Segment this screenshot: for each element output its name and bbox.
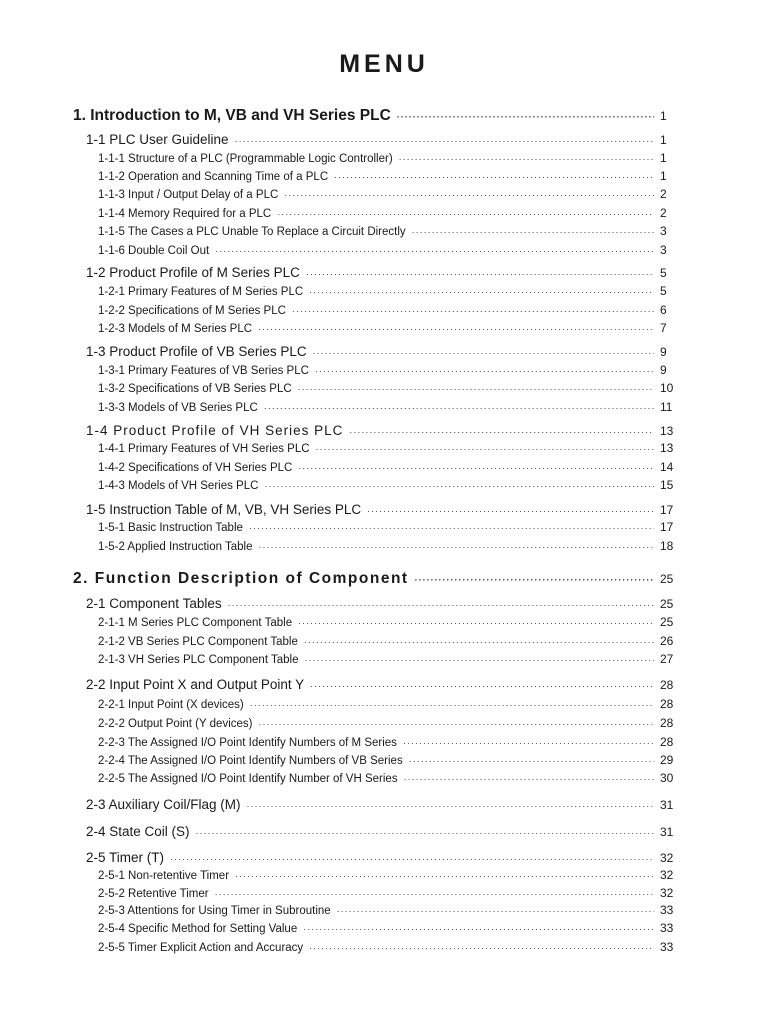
toc-page-number: 26	[660, 634, 674, 648]
toc-subsection-2-4[interactable]	[86, 824, 686, 839]
toc-entry-label: 1-1-5 The Cases a PLC Unable To Replace a Circuit Directly	[98, 226, 406, 238]
toc-item-1-3-3[interactable]	[98, 400, 686, 414]
toc-subsection-1-5[interactable]	[86, 502, 686, 517]
toc-item-1-5-2[interactable]	[98, 539, 686, 553]
toc-page-number: 32	[660, 851, 674, 865]
toc-entry-label: 1-4-3 Models of VH Series PLC	[98, 480, 259, 492]
leader-dots	[306, 269, 654, 279]
toc-page-number: 25	[660, 572, 674, 586]
toc-item-1-1-6[interactable]	[98, 243, 686, 257]
leader-dots	[412, 227, 654, 237]
leader-dots	[298, 618, 654, 628]
toc-entry-label: 2-2-1 Input Point (X devices)	[98, 699, 244, 711]
toc-page-number: 9	[660, 345, 667, 359]
leader-dots	[310, 681, 654, 691]
toc-item-1-1-4[interactable]	[98, 206, 686, 220]
toc-item-2-5-1[interactable]	[98, 868, 686, 882]
toc-page-number: 1	[660, 133, 667, 147]
toc-page-number: 28	[660, 678, 674, 692]
toc-entry-label: 2-1-3 VH Series PLC Component Table	[98, 654, 299, 666]
leader-dots	[309, 943, 654, 953]
leader-dots	[228, 600, 654, 610]
leader-dots	[250, 700, 654, 710]
toc-page-number: 11	[660, 400, 673, 414]
leader-dots	[170, 854, 654, 864]
toc-entry-label: 2-2-4 The Assigned I/O Point Identify Numbers of VB Series	[98, 755, 403, 767]
toc-page-number: 5	[660, 266, 667, 280]
toc-section-2[interactable]	[73, 570, 686, 588]
toc-item-1-4-1[interactable]	[98, 441, 686, 455]
leader-dots	[258, 324, 654, 334]
toc-entry-label: 1-3 Product Profile of VB Series PLC	[86, 344, 307, 359]
toc-page-number: 9	[660, 363, 667, 377]
toc-subsection-2-2[interactable]	[86, 677, 686, 692]
leader-dots	[259, 542, 655, 552]
toc-page-number: 33	[660, 903, 674, 917]
leader-dots	[309, 287, 654, 297]
leader-dots	[284, 190, 654, 200]
toc-entry-label: 1-1 PLC User Guideline	[86, 132, 229, 147]
leader-dots	[215, 889, 654, 899]
toc-entry-label: 2-1 Component Tables	[86, 596, 222, 611]
toc-page-number: 13	[660, 424, 674, 438]
toc-entry-label: 2. Function Description of Component	[73, 570, 409, 587]
toc-item-2-5-4[interactable]	[98, 921, 686, 935]
toc-item-2-1-1[interactable]	[98, 615, 686, 629]
toc-entry-label: 1-5 Instruction Table of M, VB, VH Series PLC	[86, 502, 362, 517]
leader-dots	[235, 136, 654, 146]
toc-page-number: 25	[660, 615, 674, 629]
toc-page-number: 2	[660, 206, 667, 220]
toc-page-number: 1	[660, 169, 667, 183]
toc-entry-label: 1-1-2 Operation and Scanning Time of a PLC	[98, 171, 329, 183]
leader-dots	[313, 348, 654, 358]
toc-item-2-2-3[interactable]	[98, 735, 686, 749]
toc-page-number: 7	[660, 321, 667, 335]
toc-entry-label: 1-1-3 Input / Output Delay of a PLC	[98, 189, 279, 201]
toc-section-1[interactable]	[73, 107, 686, 125]
toc-entry-label: 1-4-1 Primary Features of VH Series PLC	[98, 443, 310, 455]
toc-page-number: 27	[660, 652, 674, 666]
toc-entry-label: 2-2-5 The Assigned I/O Point Identify Number of VH Series	[98, 773, 398, 785]
toc-entry-label: 1-4 Product Profile of VH Series PLC	[86, 423, 344, 438]
toc-item-2-5-5[interactable]	[98, 940, 686, 954]
toc-item-1-2-1[interactable]	[98, 284, 686, 298]
leader-dots	[415, 575, 654, 585]
toc-page-number: 3	[660, 224, 667, 238]
leader-dots	[277, 209, 654, 219]
toc-page-number: 17	[660, 503, 674, 517]
toc-subsection-2-5[interactable]	[86, 850, 686, 865]
leader-dots	[315, 366, 654, 376]
leader-dots	[367, 506, 654, 516]
toc-entry-label: 2-1-2 VB Series PLC Component Table	[98, 636, 298, 648]
toc-subsection-1-4[interactable]	[86, 423, 686, 438]
leader-dots	[298, 384, 654, 394]
toc-item-1-1-5[interactable]	[98, 224, 686, 238]
leader-dots	[409, 756, 654, 766]
toc-page-number: 25	[660, 597, 674, 611]
leader-dots	[264, 403, 654, 413]
toc-item-2-2-4[interactable]	[98, 753, 686, 767]
toc-page-number: 18	[660, 539, 674, 553]
toc-page-number: 15	[660, 478, 674, 492]
toc-item-2-5-2[interactable]	[98, 886, 686, 900]
toc-page-number: 14	[660, 460, 674, 474]
toc-page-number: 10	[660, 381, 674, 395]
toc-item-1-1-1[interactable]	[98, 151, 686, 165]
toc-entry-label: 2-5-4 Specific Method for Setting Value	[98, 923, 298, 935]
toc-page-number: 17	[660, 520, 674, 534]
toc-page-number: 1	[660, 151, 667, 165]
leader-dots	[305, 655, 654, 665]
leader-dots	[316, 444, 654, 454]
leader-dots	[247, 801, 654, 811]
toc-page-number: 33	[660, 940, 674, 954]
toc-subsection-1-3[interactable]	[86, 344, 686, 359]
toc-item-1-2-3[interactable]	[98, 321, 686, 335]
leader-dots	[249, 523, 654, 533]
toc-entry-label: 1-1-1 Structure of a PLC (Programmable Logic Controller)	[98, 153, 393, 165]
toc-page-number: 32	[660, 868, 674, 882]
leader-dots	[404, 774, 654, 784]
toc-entry-label: 2-2-3 The Assigned I/O Point Identify Numbers of M Series	[98, 737, 397, 749]
toc-page-number: 13	[660, 441, 674, 455]
leader-dots	[235, 871, 654, 881]
toc-entry-label: 1-3-3 Models of VB Series PLC	[98, 402, 258, 414]
toc-page-number: 28	[660, 697, 674, 711]
toc-page-number: 32	[660, 886, 674, 900]
toc-entry-label: 1-3-1 Primary Features of VB Series PLC	[98, 365, 309, 377]
toc-page-number: 30	[660, 771, 674, 785]
toc-entry-label: 2-5-3 Attentions for Using Timer in Subroutine	[98, 905, 331, 917]
toc-entry-label: 1-2 Product Profile of M Series PLC	[86, 265, 300, 280]
leader-dots	[264, 481, 654, 491]
toc-entry-label: 1-2-2 Specifications of M Series PLC	[98, 305, 286, 317]
toc-subsection-1-2[interactable]	[86, 265, 686, 280]
toc-entry-label: 2-4 State Coil (S)	[86, 824, 190, 839]
toc-item-2-2-1[interactable]	[98, 697, 686, 711]
toc-entry-label: 1-2-1 Primary Features of M Series PLC	[98, 286, 304, 298]
toc-page-number: 5	[660, 284, 667, 298]
toc-entry-label: 2-2-2 Output Point (Y devices)	[98, 718, 253, 730]
toc-entry-label: 1-5-2 Applied Instruction Table	[98, 541, 253, 553]
leader-dots	[399, 154, 654, 164]
toc-page-number: 31	[660, 825, 674, 839]
toc-entry-label: 1-3-2 Specifications of VB Series PLC	[98, 383, 292, 395]
toc-item-2-5-3[interactable]	[98, 903, 686, 917]
toc-subsection-2-1[interactable]	[86, 596, 686, 611]
toc-item-2-1-3[interactable]	[98, 652, 686, 666]
leader-dots	[258, 719, 654, 729]
toc-entry-label: 2-2 Input Point X and Output Point Y	[86, 677, 305, 692]
toc-subsection-1-1[interactable]	[86, 132, 686, 147]
toc-item-1-1-3[interactable]	[98, 187, 686, 201]
toc-entry-label: 2-1-1 M Series PLC Component Table	[98, 617, 293, 629]
toc-entry-label: 1-1-4 Memory Required for a PLC	[98, 208, 272, 220]
toc-item-1-2-2[interactable]	[98, 303, 686, 317]
leader-dots	[304, 637, 654, 647]
toc-page-number: 3	[660, 243, 667, 257]
toc-item-1-4-3[interactable]	[98, 478, 686, 492]
toc-entry-label: 1-2-3 Models of M Series PLC	[98, 323, 253, 335]
page-title: MENU	[339, 50, 429, 78]
toc-entry-label: 2-5-2 Retentive Timer	[98, 888, 209, 900]
toc-item-2-1-2[interactable]	[98, 634, 686, 648]
leader-dots	[298, 463, 654, 473]
toc-entry-label: 2-5-1 Non-retentive Timer	[98, 870, 230, 882]
toc-entry-label: 2-5 Timer (T)	[86, 850, 165, 865]
toc-item-1-3-2[interactable]	[98, 381, 686, 395]
toc-page-number: 28	[660, 735, 674, 749]
toc-entry-label: 1. Introduction to M, VB and VH Series PLC	[73, 107, 391, 124]
leader-dots	[292, 306, 654, 316]
toc-entry-label: 1-4-2 Specifications of VH Series PLC	[98, 462, 293, 474]
toc-page-number: 29	[660, 753, 674, 767]
toc-page-number: 33	[660, 921, 674, 935]
toc-item-2-2-5[interactable]	[98, 771, 686, 785]
toc-subsection-2-3[interactable]	[86, 797, 686, 812]
leader-dots	[349, 427, 654, 437]
toc-page-number: 28	[660, 716, 674, 730]
leader-dots	[403, 738, 654, 748]
toc-page-number: 2	[660, 187, 667, 201]
toc-entry-label: 2-3 Auxiliary Coil/Flag (M)	[86, 797, 241, 812]
leader-dots	[397, 112, 654, 122]
toc-item-1-1-2[interactable]	[98, 169, 686, 183]
leader-dots	[334, 172, 654, 182]
toc-item-1-4-2[interactable]	[98, 460, 686, 474]
toc-item-1-3-1[interactable]	[98, 363, 686, 377]
leader-dots	[196, 828, 654, 838]
toc-entry-label: 1-5-1 Basic Instruction Table	[98, 522, 243, 534]
toc-entry-label: 2-5-5 Timer Explicit Action and Accuracy	[98, 942, 304, 954]
toc-page-number: 31	[660, 798, 674, 812]
leader-dots	[215, 246, 654, 256]
toc-entry-label: 1-1-6 Double Coil Out	[98, 245, 210, 257]
toc-item-2-2-2[interactable]	[98, 716, 686, 730]
toc-item-1-5-1[interactable]	[98, 520, 686, 534]
leader-dots	[337, 906, 654, 916]
toc-page-number: 6	[660, 303, 667, 317]
leader-dots	[303, 924, 654, 934]
toc-page-number: 1	[660, 109, 667, 123]
